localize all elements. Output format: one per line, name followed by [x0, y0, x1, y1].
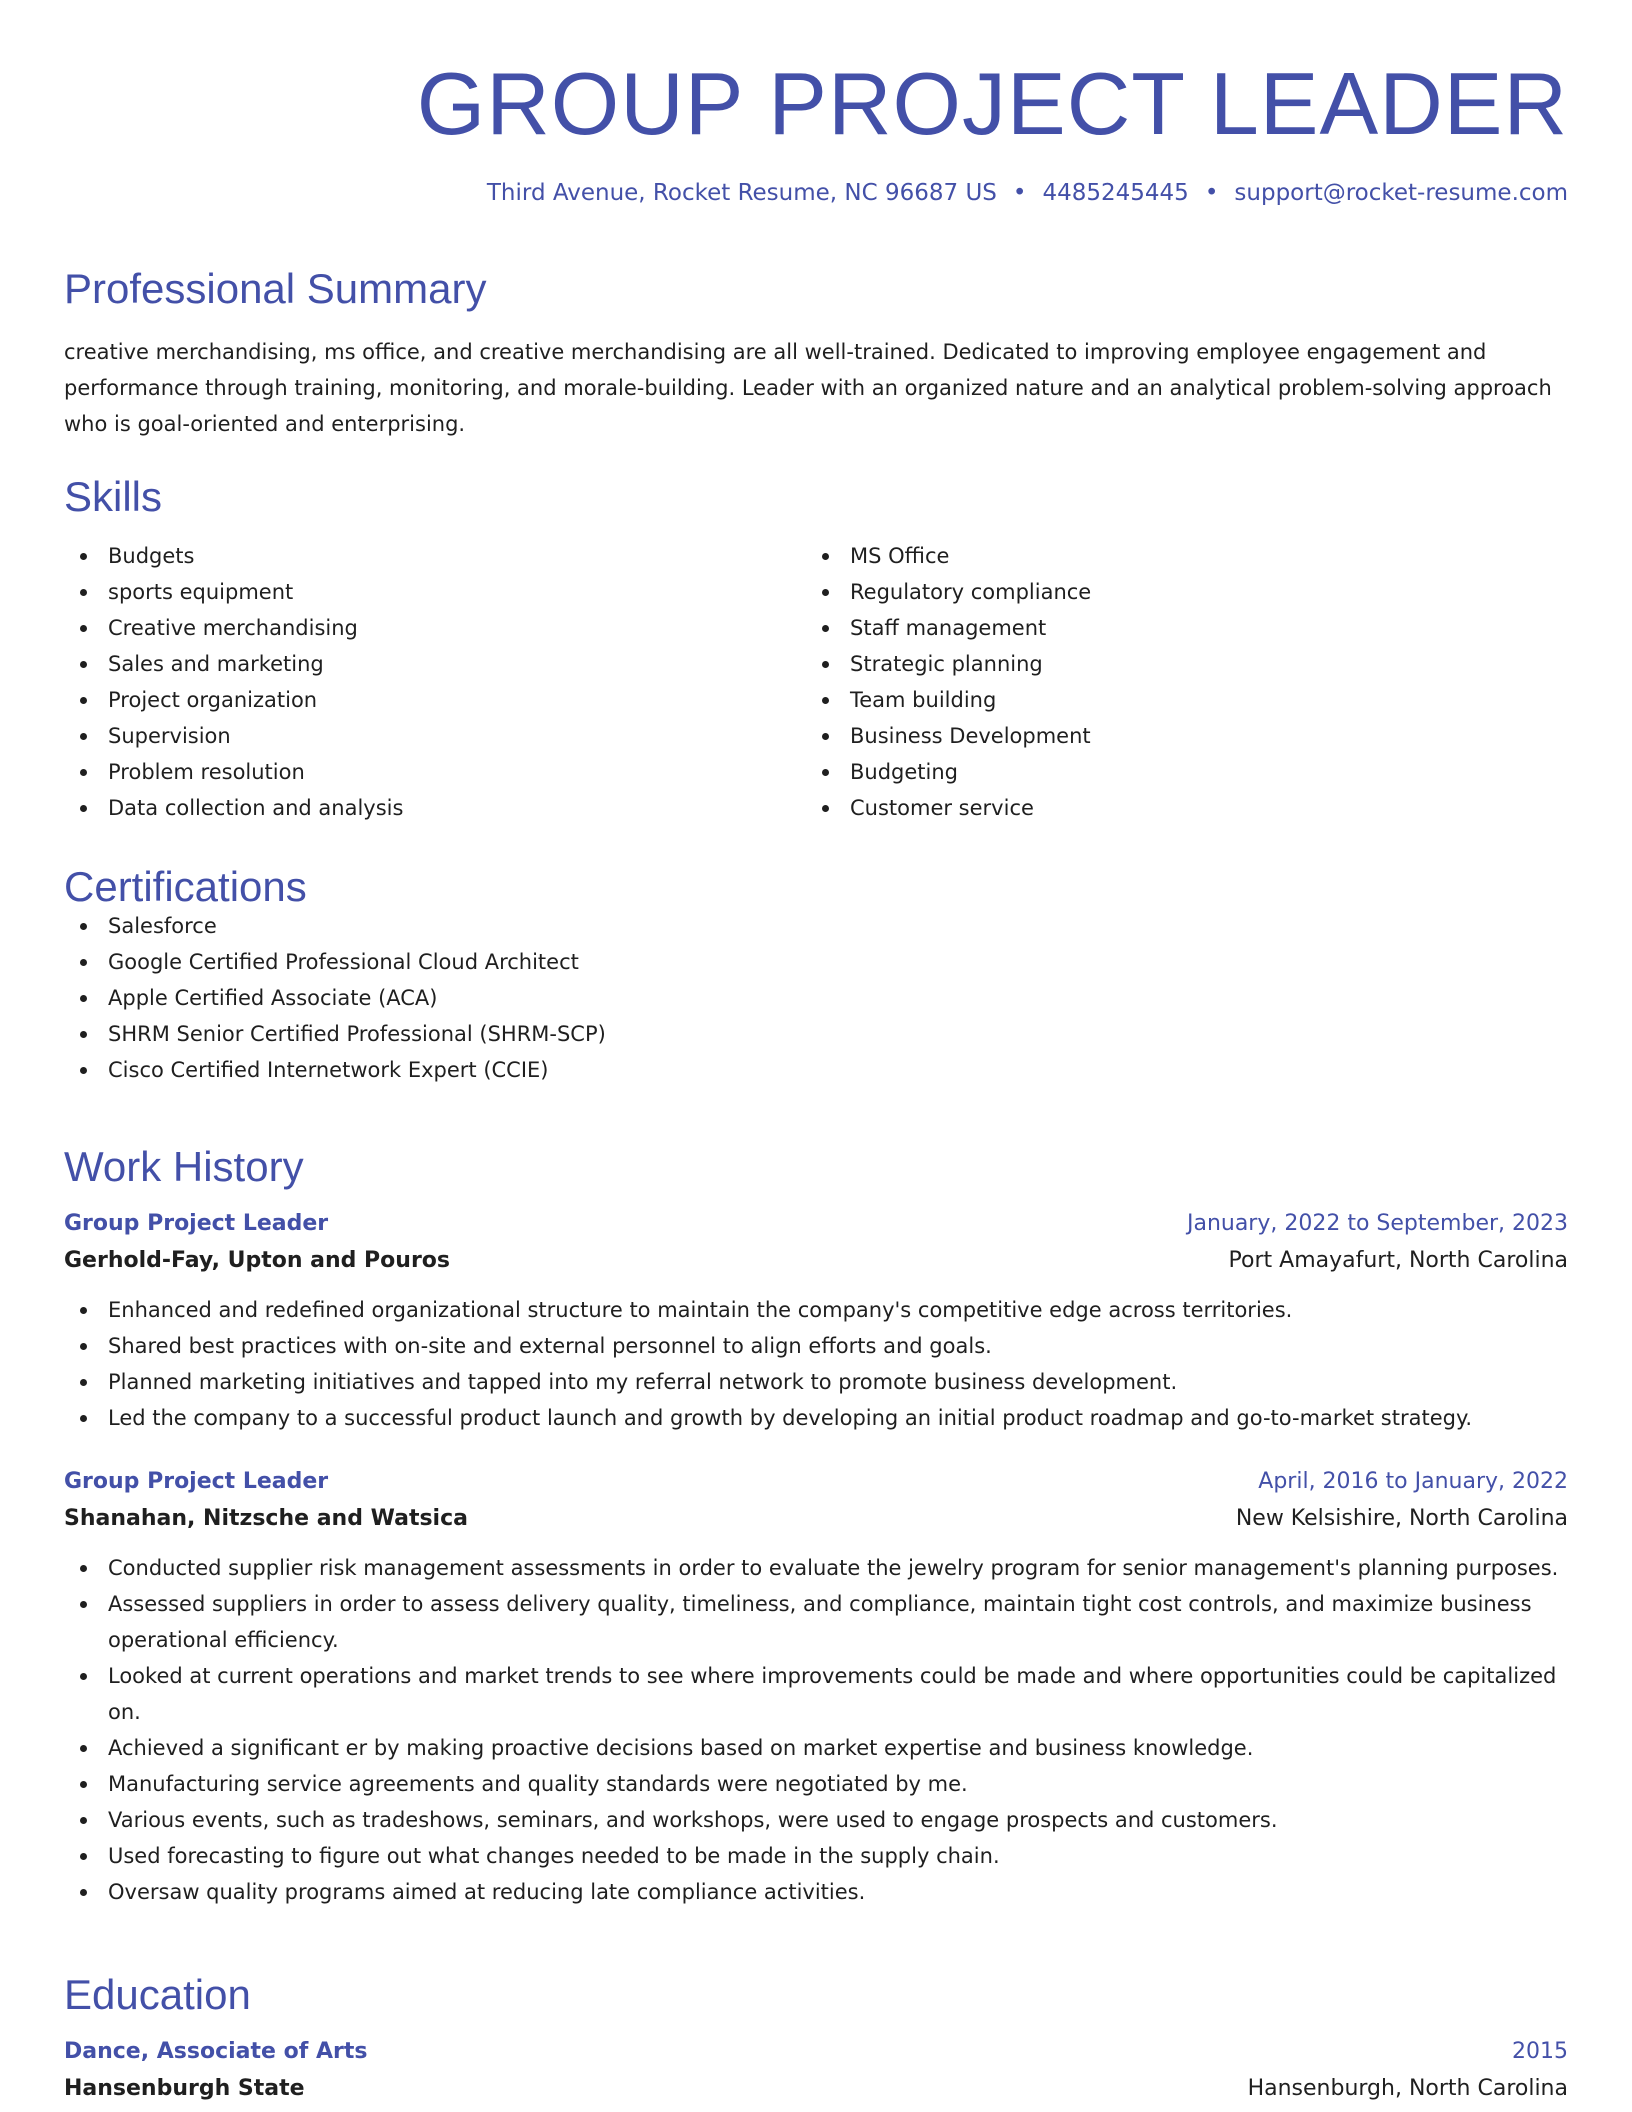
- job-duty-item: Oversaw quality programs aimed at reducing late compliance activities.: [64, 1874, 1568, 1910]
- education-header-row: [64, 2034, 1568, 2070]
- job-entry: [64, 1206, 1568, 1436]
- education-entry: [64, 2034, 1568, 2108]
- skill-item: MS Office: [806, 538, 1548, 574]
- job-company-row: [64, 1500, 1568, 1538]
- skill-item: sports equipment: [64, 574, 806, 610]
- summary-text: creative merchandising, ms office, and creative merchandising are all well-trained. Dedicated to improving employee engagement and performance through training, monitoring, and morale-building. Leader with an organized nature and an analytical problem-solving approach who is goal-oriented and enterprising.: [64, 340, 1552, 436]
- job-duty-item: Achieved a significant er by making proactive decisions based on market expertise and business knowledge.: [64, 1730, 1568, 1766]
- contact-email: support@rocket-resume.com: [1234, 180, 1568, 206]
- job-duty-item: Manufacturing service agreements and quality standards were negotiated by me.: [64, 1766, 1568, 1802]
- skills-grid: [64, 538, 1568, 826]
- skills-section: [64, 473, 1568, 826]
- education-degree: Dance, Associate of Arts: [64, 2039, 368, 2064]
- skills-right-list: [806, 538, 1548, 826]
- job-header-row: [64, 1206, 1568, 1242]
- contact-address: Third Avenue, Rocket Resume, NC 96687 US: [486, 180, 997, 206]
- education-heading: Education: [64, 1971, 251, 2018]
- resume-page: [64, 0, 1568, 2101]
- education-location: Hansenburgh, North Carolina: [1247, 2076, 1568, 2101]
- certifications-section: [64, 863, 1568, 1088]
- job-location: Port Amayafurt, North Carolina: [1228, 1248, 1568, 1273]
- contact-separator: •: [1204, 180, 1219, 206]
- skill-item: Supervision: [64, 718, 806, 754]
- education-section: [64, 1971, 1568, 2108]
- skill-item: Team building: [806, 682, 1548, 718]
- job-company: Shanahan, Nitzsche and Watsica: [64, 1506, 468, 1531]
- skill-item: Customer service: [806, 790, 1548, 826]
- skill-item: Budgets: [64, 538, 806, 574]
- certifications-list: [64, 908, 1568, 1088]
- summary-heading: Professional Summary: [64, 265, 487, 312]
- job-duty-item: Assessed suppliers in order to assess delivery quality, timeliness, and compliance, maintain tight cost controls, and maximize business operational efficiency.: [64, 1586, 1568, 1658]
- job-dates: April, 2016 to January, 2022: [1258, 1469, 1568, 1494]
- job-duty-item: Various events, such as tradeshows, seminars, and workshops, were used to engage prospects and customers.: [64, 1802, 1568, 1838]
- skill-item: Business Development: [806, 718, 1548, 754]
- resume-name: GROUP PROJECT LEADER: [416, 54, 1568, 153]
- skill-item: Problem resolution: [64, 754, 806, 790]
- work-history-heading: Work History: [64, 1143, 304, 1190]
- job-duty-item: Used forecasting to figure out what changes needed to be made in the supply chain.: [64, 1838, 1568, 1874]
- job-duties-list: [64, 1292, 1568, 1436]
- job-entry: [64, 1464, 1568, 1910]
- job-duty-item: Shared best practices with on-site and external personnel to align efforts and goals.: [64, 1328, 1568, 1364]
- certifications-heading: Certifications: [64, 863, 307, 910]
- certification-item: SHRM Senior Certified Professional (SHRM-SCP): [64, 1016, 1568, 1052]
- job-duty-item: Looked at current operations and market trends to see where improvements could be made and where opportunities could be capitalized on.: [64, 1658, 1568, 1730]
- education-school: Hansenburgh State: [64, 2076, 305, 2101]
- job-duty-item: Conducted supplier risk management assessments in order to evaluate the jewelry program for senior management's planning purposes.: [64, 1550, 1568, 1586]
- skill-item: Creative merchandising: [64, 610, 806, 646]
- education-year: 2015: [1512, 2039, 1568, 2064]
- certification-item: Google Certified Professional Cloud Architect: [64, 944, 1568, 980]
- skills-left-list: [64, 538, 806, 826]
- skill-item: Sales and marketing: [64, 646, 806, 682]
- contact-separator: •: [1012, 180, 1027, 206]
- skills-heading: Skills: [64, 473, 163, 520]
- skill-item: Strategic planning: [806, 646, 1548, 682]
- certification-item: Salesforce: [64, 908, 1568, 944]
- job-duty-item: Planned marketing initiatives and tapped into my referral network to promote business development.: [64, 1364, 1568, 1400]
- job-title: Group Project Leader: [64, 1211, 329, 1236]
- job-duty-item: Enhanced and redefined organizational structure to maintain the company's competitive edge across territories.: [64, 1292, 1568, 1328]
- skill-item: Regulatory compliance: [806, 574, 1548, 610]
- job-company-row: [64, 1242, 1568, 1280]
- skill-item: Budgeting: [806, 754, 1548, 790]
- contact-phone: 4485245445: [1042, 180, 1189, 206]
- skill-item: Data collection and analysis: [64, 790, 806, 826]
- education-school-row: [64, 2070, 1568, 2108]
- job-duty-item: Led the company to a successful product launch and growth by developing an initial product roadmap and go-to-market strategy.: [64, 1400, 1568, 1436]
- job-company: Gerhold-Fay, Upton and Pouros: [64, 1248, 451, 1273]
- summary-section: [64, 265, 1568, 463]
- contact-line: [64, 180, 1568, 206]
- skill-item: Project organization: [64, 682, 806, 718]
- job-header-row: [64, 1464, 1568, 1500]
- job-title: Group Project Leader: [64, 1469, 329, 1494]
- work-history-section: [64, 1143, 1568, 1910]
- certification-item: Cisco Certified Internetwork Expert (CCIE): [64, 1052, 1568, 1088]
- job-location: New Kelsishire, North Carolina: [1235, 1506, 1568, 1531]
- certification-item: Apple Certified Associate (ACA): [64, 980, 1568, 1016]
- skill-item: Staff management: [806, 610, 1548, 646]
- job-duties-list: [64, 1550, 1568, 1910]
- job-dates: January, 2022 to September, 2023: [1186, 1211, 1568, 1236]
